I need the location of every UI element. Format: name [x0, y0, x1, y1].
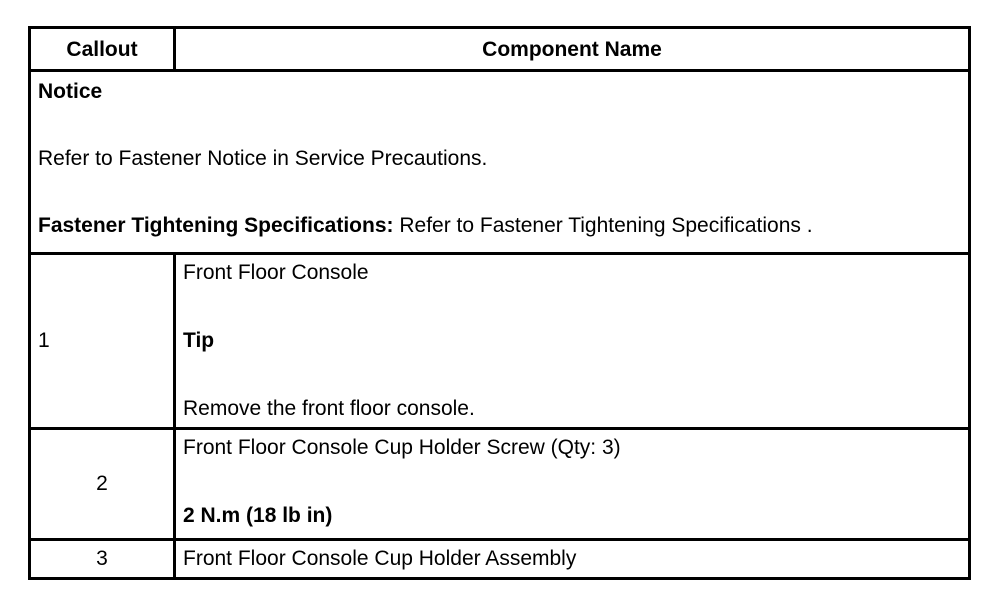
component-name: Front Floor Console — [183, 261, 369, 284]
component-name-cell — [175, 429, 970, 540]
component-name: Front Floor Console Cup Holder Screw (Qty: 3) — [183, 436, 621, 459]
callout-cell: 3 — [30, 540, 175, 579]
table-row — [30, 254, 970, 429]
tip-text: Remove the front floor console. — [183, 397, 475, 420]
callout-cell: 2 — [30, 429, 175, 540]
tip-label: Tip — [183, 329, 215, 352]
fastener-spec-text: Refer to Fastener Tightening Specifications . — [393, 214, 813, 237]
component-name: Front Floor Console Cup Holder Assembly — [175, 540, 970, 579]
table-row — [30, 540, 970, 579]
component-name-column-header: Component Name — [175, 28, 970, 71]
fastener-spec-line — [38, 214, 961, 238]
table-header-row — [30, 28, 970, 71]
fastener-spec-label: Fastener Tightening Specifications: — [38, 214, 394, 237]
table-row — [30, 429, 970, 540]
callout-column-header: Callout — [30, 28, 175, 71]
notice-text: Refer to Fastener Notice in Service Precautions. — [38, 147, 488, 170]
component-name-cell — [175, 254, 970, 429]
notice-cell — [30, 71, 970, 254]
torque-spec: 2 N.m (18 lb in) — [183, 504, 333, 527]
notice-row — [30, 71, 970, 254]
notice-title: Notice — [38, 80, 103, 103]
component-table — [28, 26, 971, 580]
callout-cell: 1 — [30, 254, 175, 429]
